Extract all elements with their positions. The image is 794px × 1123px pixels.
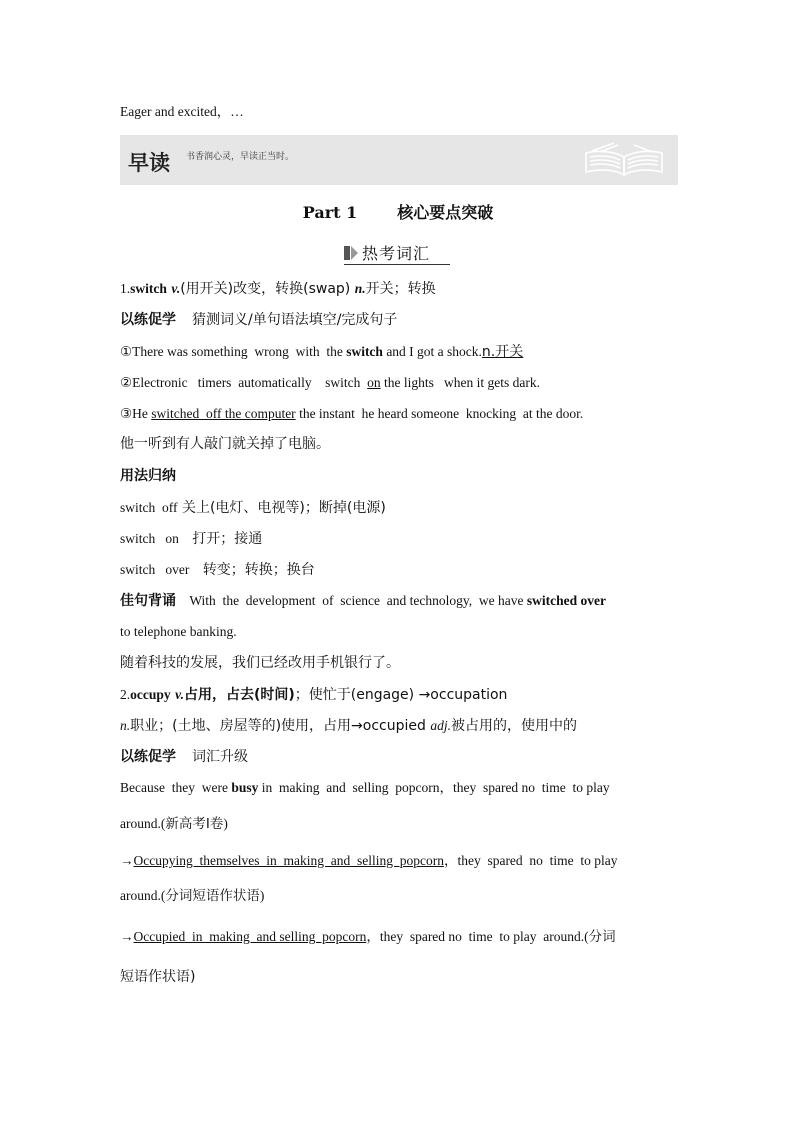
model-sentence: 佳句背诵 With the development of science and technology, we have switched over: [120, 593, 606, 609]
usage-item: switch on 打开；接通: [120, 531, 263, 547]
answer-blank: Occupied in making and selling popcorn: [133, 929, 367, 944]
part-heading: 核心要点突破: [397, 203, 494, 222]
entry2-practice-line: 以练促学 词汇升级: [120, 749, 248, 765]
answer-blank: on: [367, 375, 381, 390]
model-sentence-translation: 随着科技的发展，我们已经改用手机银行了。: [120, 655, 400, 671]
entry1-example-1: ①There was something wrong with the switch and I got a shock.n.开关: [120, 344, 524, 360]
entry2-word: occupy: [130, 687, 171, 702]
upgrade-sentence-2-end: 短语作状语): [120, 969, 196, 985]
entry1-example-3: ③He switched off the computer the instant he heard someone knocking at the door.: [120, 406, 584, 421]
banner-title: 早读: [128, 151, 170, 175]
open-book-icon: [584, 141, 664, 179]
part-label: Part 1: [302, 203, 358, 222]
entry1-practice-line: 以练促学 猜测词义/单句语法填空/完成句子: [120, 312, 398, 328]
entry2-definition-line2: n.职业；(土地、房屋等的)使用，占用→occupied adj.被占用的，使用中的: [120, 718, 577, 734]
banner-tagline: 书香润心灵，早读正当时。: [186, 152, 295, 162]
original-sentence: Because they were busy in making and selling popcorn，they spared no time to play: [120, 780, 610, 795]
entry1-example-3-translation: 他一听到有人敲门就关掉了电脑。: [120, 436, 330, 452]
answer-blank: n.开关: [481, 344, 524, 360]
part-title: [120, 200, 676, 223]
answer-blank: Occupying themselves in making and selling popcorn: [133, 853, 444, 868]
upgrade-sentence-1-end: around.(分词短语作状语): [120, 888, 265, 903]
entry1-example-2: ②Electronic timers automatically switch on the lights when it gets dark.: [120, 375, 541, 390]
model-sentence-cont: to telephone banking.: [120, 624, 237, 639]
original-sentence-end: around.(新高考Ⅰ卷): [120, 816, 228, 831]
upgrade-sentence-1: →Occupying themselves in making and selling popcorn，they spared no time to play: [120, 853, 618, 868]
entry2-heading: 2.occupy v.占用，占去(时间)；使忙于(engage) →occupation: [120, 687, 508, 703]
section-underline: [344, 264, 450, 265]
intro-text: Eager and excited，…: [120, 104, 244, 119]
upgrade-sentence-2: →Occupied in making and selling popcorn，they spared no time to play around.(分词: [120, 929, 616, 944]
entry1-word: switch: [130, 281, 167, 296]
usage-heading: 用法归纳: [120, 468, 176, 484]
answer-blank: switched off the computer: [151, 406, 296, 421]
early-reading-banner: [120, 135, 678, 185]
section-title: 热考词汇: [362, 244, 431, 263]
usage-item: switch over 转变；转换；换台: [120, 562, 315, 578]
entry1-heading: 1.switch v.(用开关)改变，转换(swap) n.开关；转换: [120, 281, 436, 297]
section-marker-icon: [344, 246, 358, 260]
usage-item: switch off 关上(电灯、电视等)；断掉(电源): [120, 500, 386, 516]
